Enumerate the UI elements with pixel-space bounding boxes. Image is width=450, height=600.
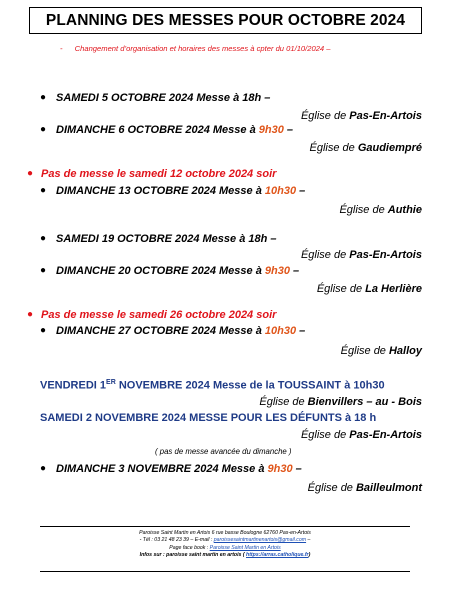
toussaint-ordinal: ER (106, 379, 116, 386)
church-name: Halloy (388, 345, 422, 357)
church-line (317, 283, 422, 295)
no-mass-note (27, 168, 276, 180)
notice-text: Changement d’organisation et horaires des messes à cpter du 01/10/2024 – (74, 44, 331, 53)
email-link[interactable]: paroissesaintmartinenartois@gmail.com (213, 537, 307, 544)
church-prefix: Église de (300, 429, 350, 441)
church-prefix: Église de (339, 204, 388, 216)
footer-facebook (40, 545, 410, 552)
info-close: ) (308, 552, 311, 559)
mass-time: 9h30 (258, 124, 284, 136)
church-prefix: Église de (309, 142, 358, 154)
notice-dash: - (60, 44, 63, 53)
church-prefix: Église de (300, 249, 350, 261)
church-line (341, 345, 422, 357)
mass-time: 9h30 (264, 265, 290, 277)
facebook-link[interactable]: Paroisse Saint Martin en Artois (209, 544, 281, 551)
mass-entry (40, 463, 302, 475)
church-prefix: Église de (340, 345, 389, 357)
toussaint-mass (40, 379, 385, 392)
church-prefix: Église de (307, 482, 356, 494)
defunts-mass: SAMEDI 2 NOVEMBRE 2024 MESSE POUR LES DÉFUNTS à 18 h (40, 412, 377, 424)
mass-date: SAMEDI 5 OCTOBRE 2024 Messe à 18h – (56, 92, 271, 104)
footer-contact (40, 537, 410, 544)
mass-entry (40, 185, 305, 197)
note-text: Pas de messe le samedi 12 octobre 2024 soir (41, 168, 277, 180)
website-link[interactable]: https://arras.catholique.fr (246, 552, 309, 559)
footer-phone: - Tél : 03 21 48 23 39 – E-mail : (139, 537, 214, 544)
church-prefix: Église de (300, 110, 350, 122)
bullet-icon: ● (40, 92, 47, 103)
church-name: La Herlière (365, 283, 422, 295)
church-name: Pas-En-Artois (349, 429, 422, 441)
info-label: Infos sur : paroisse saint martin en artois ( (139, 552, 247, 559)
bullet-icon: ● (27, 309, 34, 320)
note-text: Pas de messe le samedi 26 octobre 2024 soir (41, 309, 277, 321)
church-name: Bailleulmont (355, 482, 422, 494)
church-name: Bienvillers – au - Bois (307, 396, 422, 408)
church-line (308, 482, 422, 494)
bullet-icon: ● (40, 325, 47, 336)
footer-dash: – (306, 537, 311, 544)
mass-date: DIMANCHE 13 OCTOBRE 2024 Messe à (56, 185, 265, 197)
mass-entry (40, 124, 293, 136)
mass-date: DIMANCHE 27 OCTOBRE 2024 Messe à (56, 325, 265, 337)
facebook-label: Page face book : (169, 544, 210, 551)
mass-entry (40, 325, 305, 337)
mass-dash: – (283, 124, 294, 136)
no-anticipated-mass-note: ( pas de messe avancée du dimanche ) (155, 447, 292, 456)
footer-address: Paroisse Saint Martin en Artois 6 rue basse Boulogne 62760 Pas-en-Artois (139, 530, 311, 536)
church-line (301, 110, 422, 122)
mass-date: DIMANCHE 20 OCTOBRE 2024 Messe à (56, 265, 265, 277)
church-prefix: Église de (259, 396, 308, 408)
bullet-icon: ● (40, 265, 47, 276)
footer-info (40, 552, 410, 559)
mass-dash: – (296, 325, 306, 337)
mass-date: DIMANCHE 6 OCTOBRE 2024 Messe à (56, 124, 259, 136)
page-title: PLANNING DES MESSES POUR OCTOBRE 2024 (29, 7, 422, 34)
bullet-icon: ● (27, 168, 34, 179)
bullet-icon: ● (40, 233, 47, 244)
mass-dash: – (296, 185, 306, 197)
church-prefix: Église de (316, 283, 366, 295)
toussaint-text: NOVEMBRE 2024 Messe de la TOUSSAINT à 10h30 (115, 379, 385, 392)
church-name: Pas-En-Artois (349, 249, 422, 261)
bullet-icon: ● (40, 463, 47, 474)
mass-dash: – (289, 265, 300, 277)
schedule-change-notice (60, 44, 440, 53)
mass-time: 10h30 (264, 185, 297, 197)
mass-date: DIMANCHE 3 NOVEMBRE 2024 Messe à (56, 463, 268, 475)
church-name: Authie (387, 204, 422, 216)
no-mass-note (27, 309, 276, 321)
mass-entry (40, 92, 270, 104)
toussaint-day: VENDREDI 1 (40, 379, 107, 392)
bullet-icon: ● (40, 185, 47, 196)
church-name: Gaudiempré (357, 142, 422, 154)
church-line (259, 396, 422, 408)
church-line (301, 249, 422, 261)
church-name: Pas-En-Artois (349, 110, 422, 122)
mass-time: 10h30 (264, 325, 297, 337)
bullet-icon: ● (40, 124, 47, 135)
church-line (301, 429, 422, 441)
mass-entry (40, 233, 277, 245)
mass-entry (40, 265, 299, 277)
mass-dash: – (292, 463, 302, 475)
church-line (310, 142, 423, 154)
church-line (339, 204, 422, 216)
parish-contact-footer (40, 526, 410, 572)
mass-date: SAMEDI 19 OCTOBRE 2024 Messe à 18h – (56, 233, 277, 245)
mass-time: 9h30 (267, 463, 293, 475)
